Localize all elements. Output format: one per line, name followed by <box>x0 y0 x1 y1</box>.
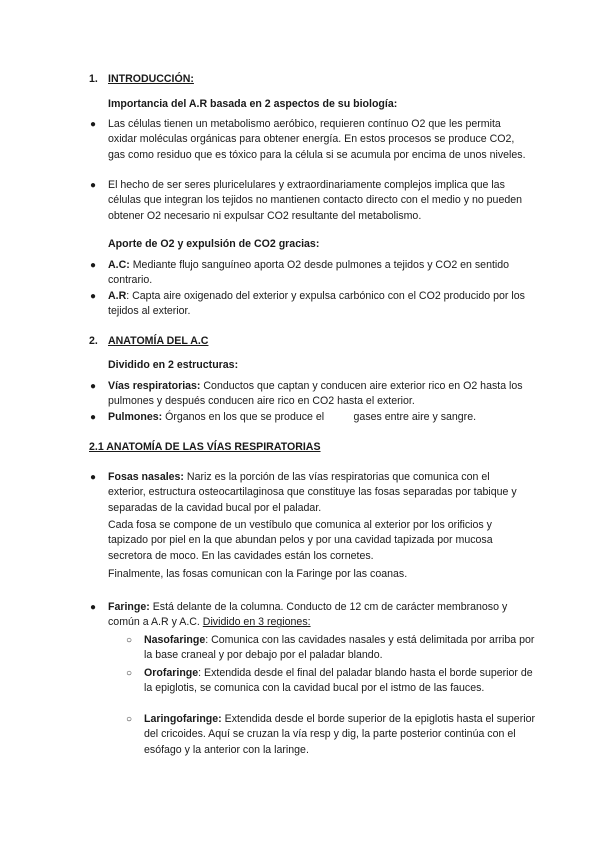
bullet-icon: ● <box>90 412 97 423</box>
paragraph: Cada fosa se compone de un vestíbulo que comunica al exterior por los orificios y tapizado por piel en la que abundan pelos y por una cavidad tapizada por mucosa secretora de moco. En las cavidades están los cornetes. <box>108 519 493 562</box>
bullet-icon: ● <box>90 381 97 392</box>
bullet-icon: ● <box>90 602 97 613</box>
term: Fosas nasales: <box>108 471 184 483</box>
bullet-text: El hecho de ser seres pluricelulares y extraordinariamente complejos implica que las células que integran los tejidos no mantienen contacto directo con el medio y no pueden obtener O2 necesario ni expulsar CO2 resultante del metabolismo. <box>108 179 523 222</box>
bullet-text: Órganos en los que se produce el gases entre aire y sangre. <box>162 411 477 423</box>
term: Pulmones: <box>108 411 163 423</box>
bullet-icon: ● <box>90 291 97 302</box>
section-2-title: ANATOMÍA DEL A.C <box>108 335 209 347</box>
circle-bullet-icon: ○ <box>126 714 133 725</box>
term: A.R <box>108 290 127 302</box>
term: Laringofaringe: <box>144 713 222 725</box>
term: Nasofaringe <box>144 634 206 646</box>
bullet-icon: ● <box>90 260 97 271</box>
paragraph: Finalmente, las fosas comunican con la Faringe por las coanas. <box>108 568 408 580</box>
bullet-text: Extendida desde el borde superior de la epiglotis hasta el superior del cricoides. Aquí se cruzan la vía resp y dig, la parte posterior continúa con el esófago y la anterior con la laringe. <box>144 713 536 756</box>
bullet-text: Está delante de la columna. Conducto de 12 cm de carácter membranoso y común a A.R y A.C. <box>108 601 508 629</box>
term: Faringe: <box>108 601 150 613</box>
term: Orofaringe <box>144 667 199 679</box>
section-1-subheading: Importancia del A.R basada en 2 aspectos de su biología: <box>108 98 398 110</box>
section-2-subheading: Dividido en 2 estructuras: <box>108 359 239 371</box>
section-1-number: 1. <box>89 73 98 85</box>
bullet-text: Las células tienen un metabolismo aeróbico, requieren contínuo O2 que les permita oxidar moléculas orgánicas para obtener energía. En estos procesos se produce CO2, gas como residuo que es tóxico para la célula si se acumula por encima de unos niveles. <box>108 118 526 161</box>
bullet-text: Mediante flujo sanguíneo aporta O2 desde pulmones a tejidos y CO2 en sentido contrario. <box>108 259 510 287</box>
section-2-number: 2. <box>89 335 98 347</box>
bullet-icon: ● <box>90 119 97 130</box>
bullet-text: Nariz es la porción de las vías respiratorias que comunica con el exterior, estructura osteocartilaginosa que constituye las fosas separadas por tabique y separadas de la cavidad bucal por el paladar. <box>108 471 517 514</box>
bullet-text: Conductos que captan y conducen aire exterior rico en O2 hasta los pulmones y después conducen aire rico en CO2 hasta el exterior. <box>108 380 523 408</box>
section-1-subheading-2: Aporte de O2 y expulsión de CO2 gracias: <box>108 238 320 250</box>
underlined-text: Dividido en 3 regiones: <box>202 616 311 629</box>
bullet-icon: ● <box>90 472 97 483</box>
bullet-icon: ● <box>90 180 97 191</box>
bullet-text: : Extendida desde el final del paladar blando hasta el borde superior de la epiglotis, se comunica con la cavidad bucal por el istmo de las fauces. <box>144 667 533 695</box>
circle-bullet-icon: ○ <box>126 668 133 679</box>
circle-bullet-icon: ○ <box>126 635 133 646</box>
bullet-text: : Capta aire oxigenado del exterior y expulsa carbónico con el CO2 producido por los tejidos al exterior. <box>108 290 525 318</box>
section-1-title: INTRODUCCIÓN: <box>108 73 194 85</box>
section-2-1-title: 2.1 ANATOMÍA DE LAS VÍAS RESPIRATORIAS <box>89 441 321 453</box>
term: A.C: <box>108 259 130 271</box>
bullet-text: : Comunica con las cavidades nasales y está delimitada por arriba por la base craneal y por debajo por el paladar blando. <box>144 634 535 662</box>
term: Vías respiratorias: <box>108 380 201 392</box>
